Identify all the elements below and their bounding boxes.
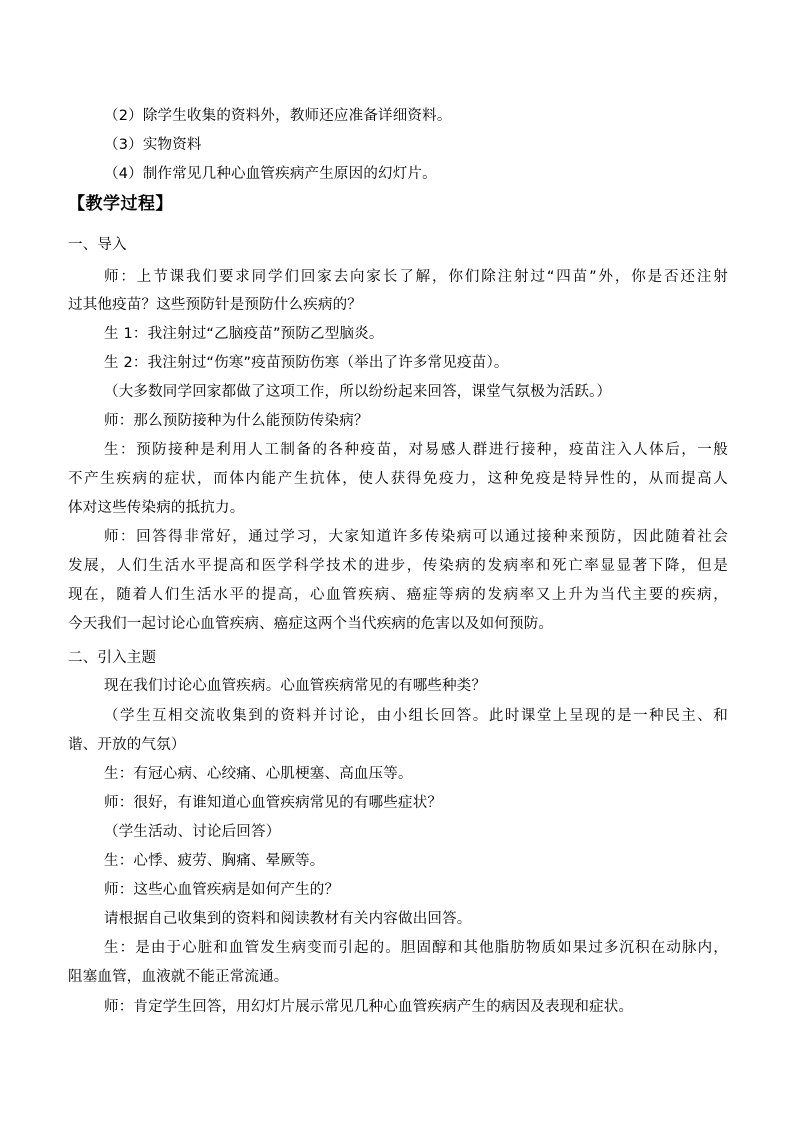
paragraph-line: 生：预防接种是利用人工制备的各种疫苗，对易感人群进行接种，疫苗注入人体后，一般 (104, 442, 728, 458)
paragraph-line: 体对这些传染病的抵抗力。 (68, 500, 245, 516)
section-title: 【教学过程】 (68, 194, 173, 214)
paragraph-line: 不产生疾病的症状，而体内能产生抗体，使人获得免疫力，这种免疫是特异性的，从而提高人 (68, 471, 728, 487)
part1-title: 一、导入 (68, 237, 127, 253)
paragraph-line: （学生互相交流收集到的资料并讨论，由小组长回答。此时课堂上呈现的是一种民主、和 (104, 708, 728, 724)
paragraph-line: 师：那么预防接种为什么能预防传染病？ (104, 413, 369, 429)
paragraph-line: 现在，随着人们生活水平的提高，心血管疾病、癌症等病的发病率又上升为当代主要的疾病， (68, 587, 728, 603)
paragraph-line: （大多数同学回家都做了这项工作，所以纷纷起来回答，课堂气氛极为活跃。） (104, 384, 612, 400)
paragraph-line: 请根据自己收集到的资料和阅读教材有关内容做出回答。 (104, 911, 472, 927)
paragraph-line: 师：这些心血管疾病是如何产生的？ (104, 882, 340, 898)
paragraph-line: 师：上节课我们要求同学们回家去向家长了解，你们除注射过“四苗”外，你是否还注射 (104, 269, 728, 285)
paragraph-line: 生：是由于心脏和血管发生病变而引起的。胆固醇和其他脂肪物质如果过多沉积在动脉内， (104, 940, 728, 956)
prep-item-3: （3）实物资料 (104, 137, 202, 153)
prep-item-4: （4）制作常见几种心血管疾病产生原因的幻灯片。 (104, 166, 437, 182)
paragraph-line: 现在我们讨论心血管疾病。心血管疾病常见的有哪些种类？ (104, 678, 487, 694)
paragraph-line: 谐、开放的气氛） (68, 737, 186, 753)
paragraph-line: 阻塞血管，血液就不能正常流通。 (68, 969, 289, 985)
paragraph-line: 过其他疫苗？这些预防针是预防什么疾病的？ (68, 297, 362, 313)
paragraph-line: 生：有冠心病、心绞痛、心肌梗塞、高血压等。 (104, 766, 413, 782)
paragraph-line: （学生活动、讨论后回答） (104, 824, 281, 840)
paragraph-line: 生：心悸、疲劳、胸痛、晕厥等。 (104, 853, 325, 869)
paragraph-line: 今天我们一起讨论心血管疾病、癌症这两个当代疾病的危害以及如何预防。 (68, 616, 554, 632)
paragraph-line: 生 2：我注射过“伤寒”疫苗预防伤寒（举出了许多常见疫苗）。 (104, 355, 509, 371)
paragraph-line: 师：很好，有谁知道心血管疾病常见的有哪些症状？ (104, 795, 443, 811)
prep-item-2: （2）除学生收集的资料外，教师还应准备详细资料。 (104, 108, 452, 124)
paragraph-line: 发展，人们生活水平提高和医学科学技术的进步，传染病的发病率和死亡率显显著下降，但是 (68, 558, 728, 574)
paragraph-line: 师：肯定学生回答，用幻灯片展示常见几种心血管疾病产生的病因及表现和症状。 (104, 999, 634, 1015)
part2-title: 二、引入主题 (68, 650, 157, 666)
paragraph-line: 生 1：我注射过“乙脑疫苗”预防乙型脑炎。 (104, 326, 384, 342)
paragraph-line: 师：回答得非常好，通过学习，大家知道许多传染病可以通过接种来预防，因此随着社会 (104, 529, 728, 545)
